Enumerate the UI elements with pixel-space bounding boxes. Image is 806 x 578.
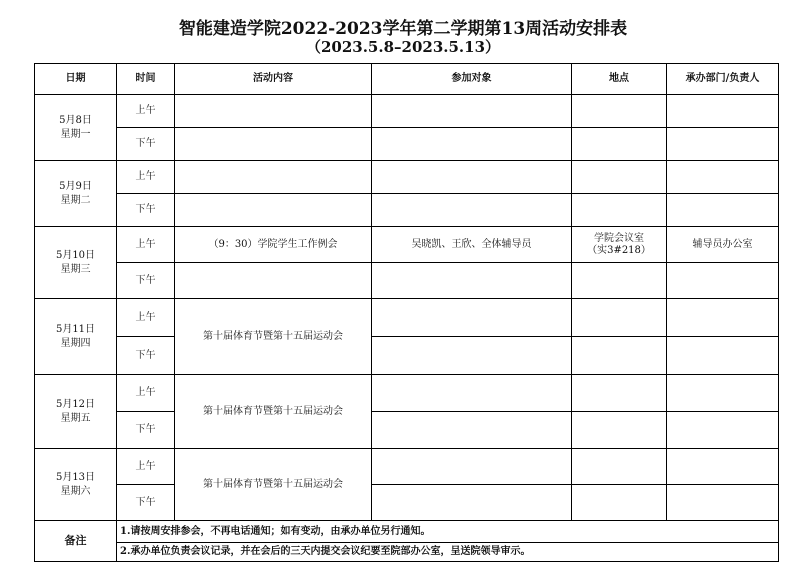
location-cell (572, 337, 667, 375)
content-cell: 第十届体育节暨第十五届运动会 (175, 449, 372, 521)
period-cell: 下午 (117, 485, 175, 521)
table-row (35, 299, 779, 337)
period-cell: 上午 (117, 375, 175, 412)
table-row (35, 95, 779, 128)
header-content: 活动内容 (175, 64, 372, 95)
content-cell (175, 194, 372, 227)
participants-cell (372, 95, 572, 128)
host-cell (667, 337, 779, 375)
participants-cell (372, 412, 572, 449)
host-cell (667, 194, 779, 227)
table-row (35, 194, 779, 227)
table-row (35, 485, 779, 521)
content-cell (175, 128, 372, 161)
table-row (35, 161, 779, 194)
host-cell (667, 95, 779, 128)
location-cell (572, 412, 667, 449)
location-cell (572, 449, 667, 485)
table-row (35, 337, 779, 375)
table-row (35, 227, 779, 263)
location-cell (572, 128, 667, 161)
note-line-2: 2.承办单位负责会议记录，并在会后的三天内提交会议纪要至院部办公室，呈送院领导审示。 (117, 543, 779, 562)
location-cell (572, 95, 667, 128)
participants-cell (372, 375, 572, 412)
host-cell (667, 299, 779, 337)
participants-cell (372, 449, 572, 485)
participants-cell (372, 128, 572, 161)
host-cell (667, 263, 779, 299)
location-cell (572, 161, 667, 194)
location-cell (572, 485, 667, 521)
header-host: 承办部门/负责人 (667, 64, 779, 95)
participants-cell: 吴晓凯、王欣、全体辅导员 (372, 227, 572, 263)
page-title: 智能建造学院2022-2023学年第二学期第13周活动安排表 (178, 19, 628, 39)
content-cell: 第十届体育节暨第十五届运动会 (175, 299, 372, 375)
host-cell (667, 449, 779, 485)
location-cell (572, 194, 667, 227)
period-cell: 下午 (117, 263, 175, 299)
content-cell (175, 263, 372, 299)
location-cell (572, 263, 667, 299)
period-cell: 下午 (117, 337, 175, 375)
table-row (35, 128, 779, 161)
content-cell: （9：30）学院学生工作例会 (175, 227, 372, 263)
table-row (35, 449, 779, 485)
period-cell: 下午 (117, 194, 175, 227)
participants-cell (372, 299, 572, 337)
host-cell: 辅导员办公室 (667, 227, 779, 263)
period-cell: 上午 (117, 227, 175, 263)
date-cell: 5月12日 星期五 (35, 375, 117, 449)
location-cell (572, 375, 667, 412)
notes-label: 备注 (35, 521, 117, 562)
content-cell: 第十届体育节暨第十五届运动会 (175, 375, 372, 449)
period-cell: 上午 (117, 161, 175, 194)
table-row (35, 263, 779, 299)
note-line-1: 1.请按周安排参会，不再电话通知；如有变动，由承办单位另行通知。 (117, 521, 779, 543)
period-cell: 下午 (117, 412, 175, 449)
participants-cell (372, 194, 572, 227)
location-cell (572, 299, 667, 337)
participants-cell (372, 263, 572, 299)
notes-row (35, 543, 779, 562)
host-cell (667, 375, 779, 412)
period-cell: 上午 (117, 299, 175, 337)
host-cell (667, 128, 779, 161)
header-row (35, 64, 779, 95)
table-row (35, 412, 779, 449)
schedule-table (34, 63, 779, 562)
header-date: 日期 (35, 64, 117, 95)
header-time: 时间 (117, 64, 175, 95)
host-cell (667, 485, 779, 521)
host-cell (667, 161, 779, 194)
date-cell: 5月13日 星期六 (35, 449, 117, 521)
participants-cell (372, 337, 572, 375)
header-participants: 参加对象 (372, 64, 572, 95)
date-cell: 5月8日 星期一 (35, 95, 117, 161)
period-cell: 上午 (117, 449, 175, 485)
header-location: 地点 (572, 64, 667, 95)
date-cell: 5月9日 星期二 (35, 161, 117, 227)
content-cell (175, 161, 372, 194)
host-cell (667, 412, 779, 449)
notes-row (35, 521, 779, 543)
participants-cell (372, 161, 572, 194)
period-cell: 上午 (117, 95, 175, 128)
content-cell (175, 95, 372, 128)
page-subtitle: （2023.5.8–2023.5.13） (305, 38, 501, 56)
period-cell: 下午 (117, 128, 175, 161)
table-row (35, 375, 779, 412)
participants-cell (372, 485, 572, 521)
date-cell: 5月11日 星期四 (35, 299, 117, 375)
location-cell: 学院会议室 （实3#218） (572, 227, 667, 263)
date-cell: 5月10日 星期三 (35, 227, 117, 299)
